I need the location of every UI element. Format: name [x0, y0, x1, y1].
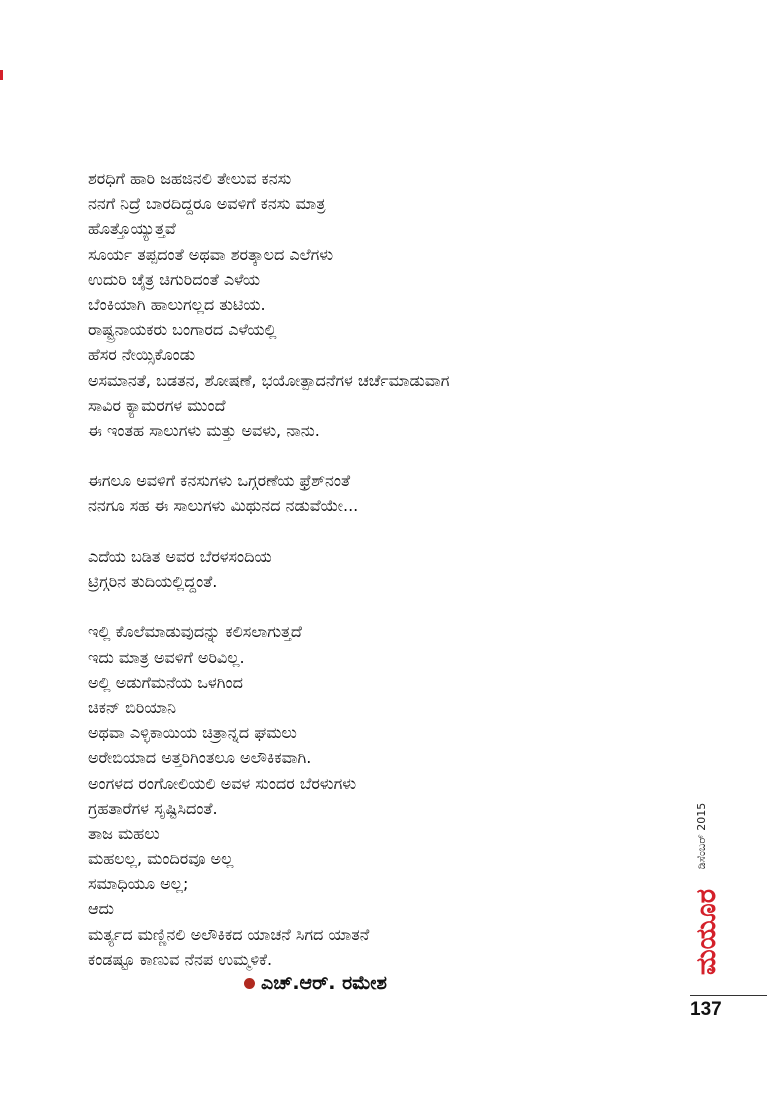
poem-stanza [88, 166, 648, 443]
poem-line: ಮಹಲಲ್ಲ, ಮಂದಿರವೂ ಅಲ್ಲ [88, 849, 234, 869]
poem-line: ಈಗಲೂ ಅವಳಿಗೆ ಕನಸುಗಳು ಒಗ್ಗರಣೆಯ ಫ್ರೆಶ್‌ನಂತೆ [88, 471, 351, 491]
poem-line: ರಾಷ್ಟ್ರನಾಯಕರು ಬಂಗಾರದ ಎಳೆಯಲ್ಲಿ [88, 320, 277, 340]
poem-line: ಬೆಂಕಿಯಾಗಿ ಹಾಲುಗಲ್ಲದ ತುಟಿಯ. [88, 294, 266, 314]
author-name: ಎಚ್.ಆರ್. ರಮೇಶ [261, 972, 387, 994]
poem-line: ಅಥವಾ ಎಳ್ಳಿಕಾಯಿಯ ಚಿತ್ರಾನ್ನದ ಘಮಲು [88, 723, 297, 743]
poem-line: ಎದೆಯ ಬಡಿತ ಅವರ ಬೆರಳಸಂದಿಯ [88, 546, 272, 566]
poem-line: ಕಂಡಷ್ಟೂ ಕಾಣುವ ನೆನಪ ಉಮ್ಮಳಿಕೆ. [88, 949, 273, 969]
poem-line: ಅಲ್ಲಿ ಅಡುಗೆಮನೆಯ ಒಳಗಿಂದ [88, 672, 243, 692]
poem-line: ಅಸಮಾನತೆ, ಬಡತನ, ಶೋಷಣೆ, ಭಯೋತ್ಪಾದನೆಗಳ ಚರ್ಚೆಮಾಡುವಾಗ [88, 370, 450, 390]
poem-line: ಸೂರ್ಯ ತಪ್ಪದಂತೆ ಅಥವಾ ಶರತ್ಕಾಲದ ಎಲೆಗಳು [88, 244, 334, 264]
poem-line: ಟ್ರಿಗ್ಗರಿನ ತುದಿಯಲ್ಲಿದ್ದಂತೆ. [88, 572, 218, 591]
poem-line: ಆದು [88, 899, 114, 919]
poem-body [88, 166, 648, 997]
poem-line: ಉದುರಿ ಚೈತ್ರ ಚಿಗುರಿದಂತೆ ಎಳೆಯ [88, 269, 261, 289]
poem-line: ಶರಧಿಗೆ ಹಾರಿ ಜಹಜಿನಲಿ ತೇಲುವ ಕನಸು [88, 169, 292, 188]
poem-line: ಸಮಾಧಿಯೂ ಅಲ್ಲ; [88, 874, 189, 894]
poem-line: ಅರೇಬಿಯಾದ ಅತ್ತರಿಗಿಂತಲೂ ಅಲೌಕಿಕವಾಗಿ. [88, 748, 312, 768]
magazine-logo: ಮಯೂರ [691, 888, 722, 976]
issue-date: ಡಿಸೆಂಬರ್ 2015 [695, 802, 708, 870]
poem-stanza [88, 468, 648, 518]
poem-line: ಇದು ಮಾತ್ರ ಅವಳಿಗೆ ಅರಿವಿಲ್ಲ. [88, 647, 245, 667]
author-credit [244, 972, 387, 994]
poem-line: ಇಲ್ಲಿ ಕೊಲೆಮಾಡುವುದನ್ನು ಕಲಿಸಲಾಗುತ್ತದೆ [88, 622, 302, 642]
poem-line: ತಾಜ ಮಹಲು [88, 823, 160, 843]
poem-line: ನನಗೆ ನಿದ್ರೆ ಬಾರದಿದ್ದರೂ ಅವಳಿಗೆ ಕನಸು ಮಾತ್ರ [88, 194, 326, 214]
page-number: 137 [690, 999, 722, 1020]
poem-line: ಅಂಗಳದ ರಂಗೋಲಿಯಲಿ ಅವಳ ಸುಂದರ ಬೆರಳುಗಳು [88, 773, 357, 793]
poem-line: ಸಾವಿರ ಕ್ಯಾಮರಗಳ ಮುಂದೆ [88, 395, 226, 415]
page-number-rule [690, 995, 767, 996]
poem-line: ಗ್ರಹತಾರೆಗಳ ಸೃಷ್ಟಿಸಿದಂತೆ. [88, 798, 218, 818]
poem-line: ಹೆಸರ ನೇಯ್ಸಿಕೊಂಡು [88, 345, 196, 365]
poem-line: ಈ ಇಂತಹ ಸಾಲುಗಳು ಮತ್ತು ಅವಳು, ನಾನು. [88, 420, 320, 440]
poem-line: ನನಗೂ ಸಹ ಈ ಸಾಲುಗಳು ಮಿಥುನದ ನಡುವೆಯೇ... [88, 496, 359, 516]
poem-line: ಚಿಕನ್ ಬಿರಿಯಾನಿ [88, 697, 176, 717]
poem-line: ಹೊತ್ತೊಯ್ಯುತ್ತವೆ [88, 219, 176, 239]
edge-accent-mark [0, 70, 3, 80]
bullet-icon [244, 978, 255, 989]
poem-stanza [88, 544, 648, 594]
poem-line: ಮರ್ತ್ಯದ ಮಣ್ಣಿನಲಿ ಅಲೌಕಿಕದ ಯಾಚನೆ ಸಿಗದ ಯಾತನೆ [88, 924, 370, 944]
poem-stanza [88, 619, 648, 972]
